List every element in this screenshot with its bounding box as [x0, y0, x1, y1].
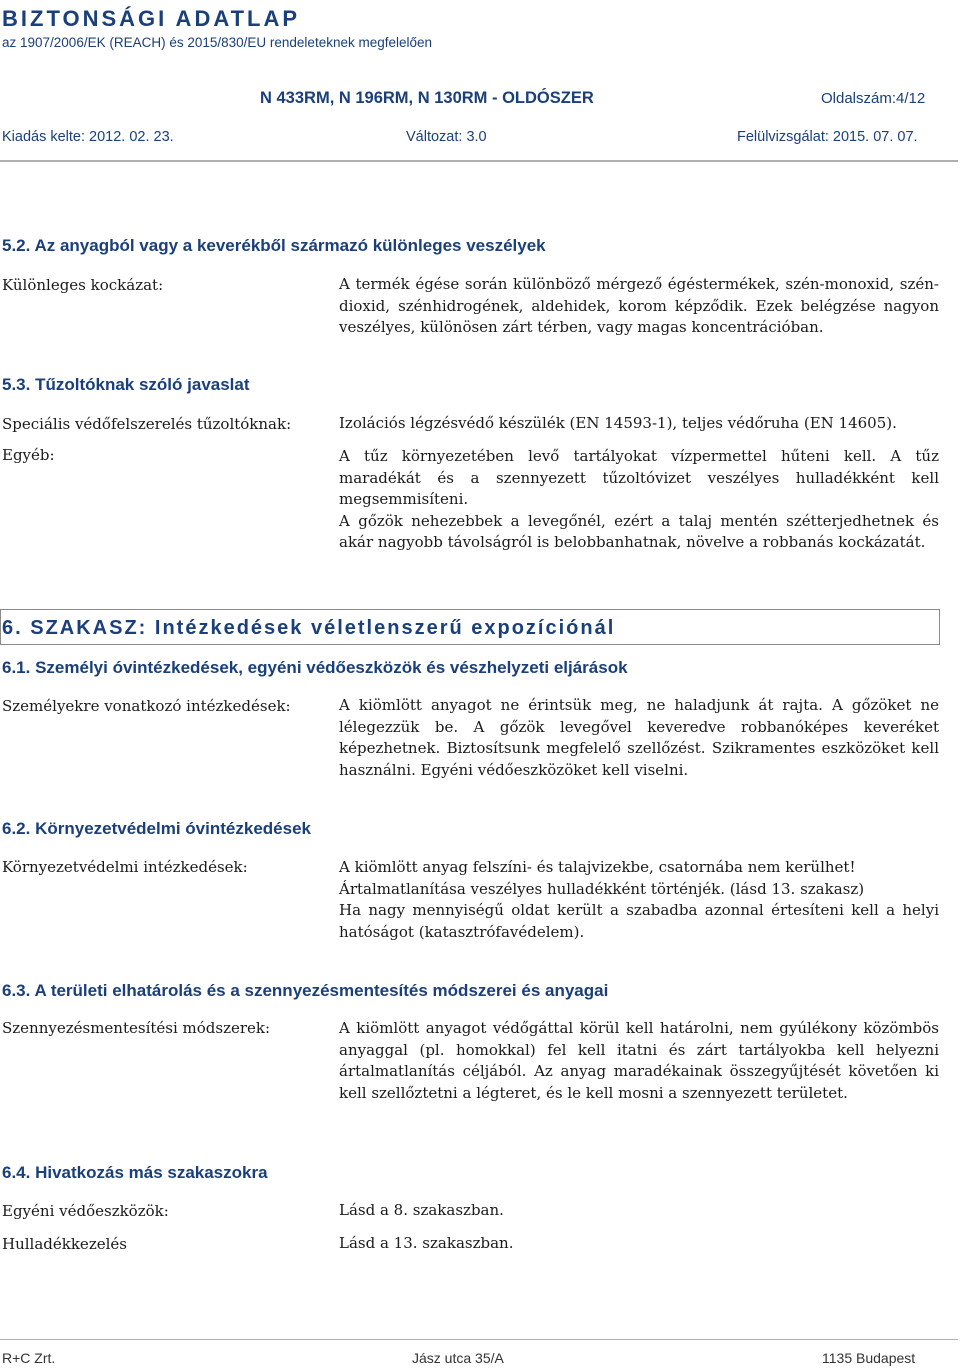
- section-5-3-heading: 5.3. Tűzoltóknak szóló javaslat: [2, 375, 250, 394]
- waste-reference-label: Hulladékkezelés: [2, 1235, 127, 1253]
- section-5-2-text: A termék égése során különböző mérgező égéstermékek, szén-monoxid, szén-dioxid, szénhidrogének, aldehidek, korom képződik. Ezek belégzése nagyon veszélyes, különösen zárt térben, vagy magas koncentrációban.: [339, 275, 939, 336]
- other-text-block: [339, 446, 939, 554]
- decontamination-text: A kiömlött anyagot védőgáttal körül kell határolni, nem gyúlékony közömbös anyaggal (pl. homokkal) fel kell itatni és zárt tartályokba kell helyezni ártalmatlanítás céljából. Az anyag maradékainak összegyűjtését követően ki kell szellőztetni a légteret, és le kell mosni a szennyezett területet.: [339, 1019, 939, 1102]
- environmental-line-1: A kiömlött anyag felszíni- és talajvizekbe, csatornába nem kerülhet!: [339, 858, 856, 876]
- regulation-subtitle: az 1907/2006/EK (REACH) és 2015/830/EU rendeleteknek megfelelően: [2, 35, 433, 50]
- firefighter-equipment-text: Izolációs légzésvédő készülék (EN 14593-1), teljes védőruha (EN 14605).: [339, 414, 897, 432]
- footer-street: Jász utca 35/A: [412, 1350, 504, 1366]
- section-5-2-heading: 5.2. Az anyagból vagy a keverékből származó különleges veszélyek: [2, 236, 546, 255]
- document-title: BIZTONSÁGI ADATLAP: [2, 6, 301, 31]
- ppe-reference-text: Lásd a 8. szakaszban.: [339, 1201, 504, 1219]
- section-6-4-heading: 6.4. Hivatkozás más szakaszokra: [2, 1163, 268, 1182]
- other-label: Egyéb:: [2, 446, 55, 464]
- header-divider: [0, 160, 958, 162]
- product-name: N 433RM, N 196RM, N 130RM - OLDÓSZER: [260, 89, 594, 107]
- personal-measures-text: A kiömlött anyagot ne érintsük meg, ne haladjunk át rajta. A gőzöket ne lélegezzük be. A gőzök levegővel keveredve robbanóképes keveréket képezhetnek. Biztosítsunk megfelelő szellőzést. Szikramentes eszközöket kell használni. Egyéni védőeszközöket kell viselni.: [339, 696, 939, 779]
- environmental-measures-block: [339, 857, 939, 943]
- other-text-paragraph-1: A tűz környezetében levő tartályokat vízpermettel hűteni kell. A tűz maradékát és a szennyezett tűzoltóvizet veszélyes hulladékként kell megsemmisíteni.: [339, 447, 939, 508]
- section-6-3-heading: 6.3. A területi elhatárolás és a szennyezésmentesítés módszerei és anyagai: [2, 981, 609, 1000]
- footer-company: R+C Zrt.: [2, 1350, 56, 1366]
- issue-date: Kiadás kelte: 2012. 02. 23.: [2, 129, 174, 145]
- other-text-paragraph-2: A gőzök nehezebbek a levegőnél, ezért a talaj mentén szétterjedhetnek és akár nagyobb távolságról is belobbanhatnak, növelve a robbanás kockázatát.: [339, 511, 939, 551]
- footer-city: 1135 Budapest: [822, 1350, 916, 1366]
- page-number: Oldalszám:4/12: [821, 90, 926, 107]
- section-6-2-heading: 6.2. Környezetvédelmi óvintézkedések: [2, 819, 311, 838]
- waste-reference-text: Lásd a 13. szakaszban.: [339, 1234, 514, 1252]
- personal-measures-label: Személyekre vonatkozó intézkedések:: [2, 697, 291, 715]
- section-6-1-heading: 6.1. Személyi óvintézkedések, egyéni védőeszközök és vészhelyzeti eljárások: [2, 658, 628, 677]
- firefighter-equipment-label: Speciális védőfelszerelés tűzoltóknak:: [2, 415, 292, 433]
- section-5-2-label: Különleges kockázat:: [2, 276, 164, 294]
- decontamination-label: Szennyezésmentesítési módszerek:: [2, 1019, 271, 1037]
- version: Változat: 3.0: [406, 129, 487, 145]
- environmental-line-2: Ártalmatlanítása veszélyes hulladékként történjék. (lásd 13. szakasz): [339, 879, 865, 898]
- environmental-measures-label: Környezetvédelmi intézkedések:: [2, 858, 248, 876]
- review-date: Felülvizsgálat: 2015. 07. 07.: [737, 129, 918, 145]
- footer-divider: [0, 1339, 958, 1340]
- section-6-title: 6. SZAKASZ: Intézkedések véletlenszerű expozíciónál: [2, 617, 616, 639]
- ppe-reference-label: Egyéni védőeszközök:: [2, 1202, 169, 1220]
- environmental-line-3: Ha nagy mennyiségű oldat került a szabadba azonnal értesíteni kell a helyi hatóságot (katasztrófavédelem).: [339, 901, 939, 941]
